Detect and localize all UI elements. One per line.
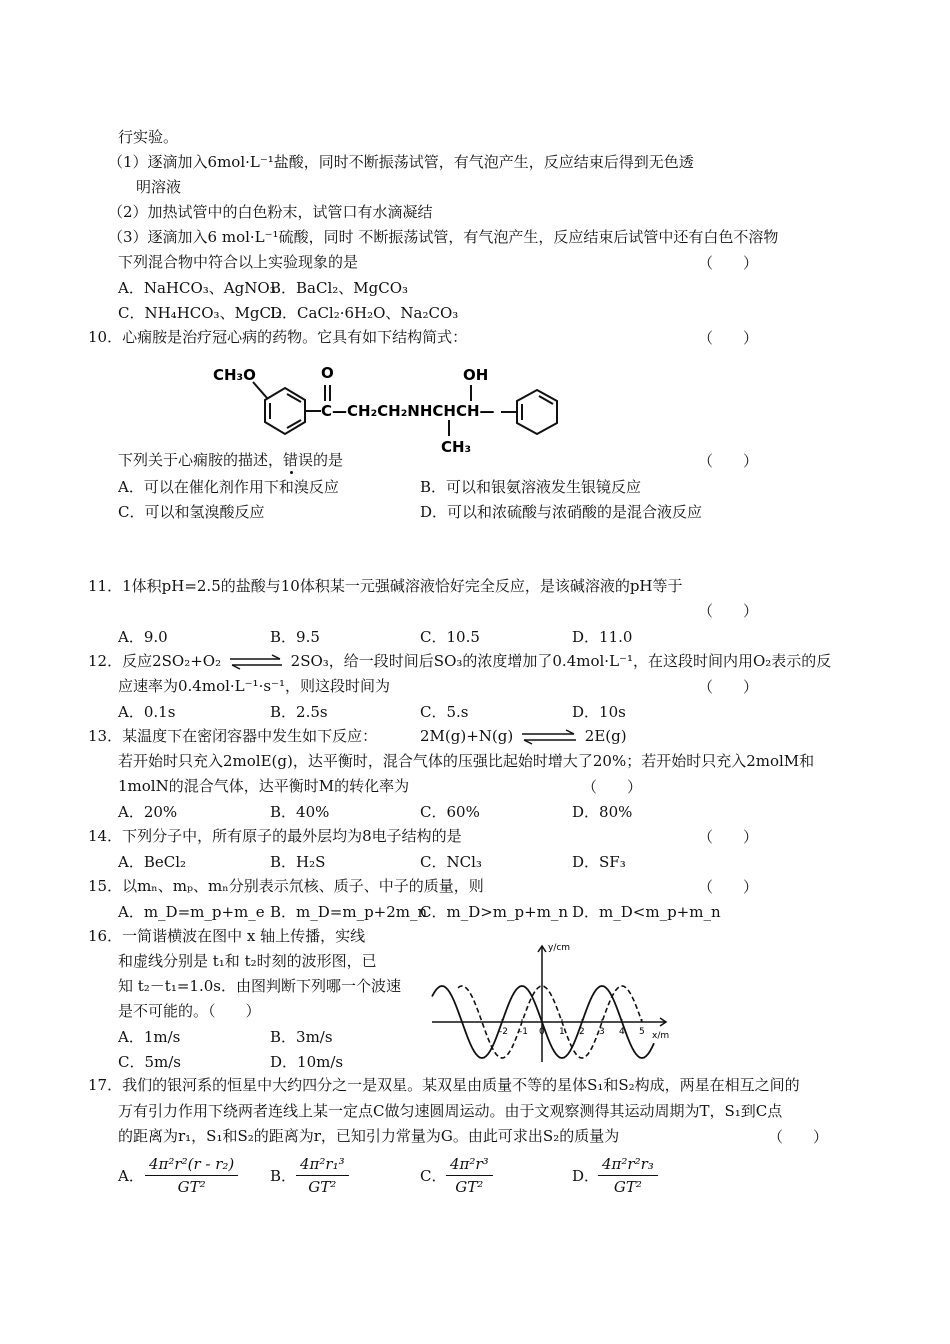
methyl-label: CH₃	[441, 438, 472, 455]
y-axis-label: y/cm	[548, 943, 571, 953]
q14-stem: 14．下列分子中，所有原子的最外层均为8电子结构的是	[88, 827, 462, 845]
q17-option-c-label: C．	[420, 1167, 447, 1185]
q9-continuation: 行实验。	[118, 128, 179, 146]
carbonyl-oxygen-label: O	[321, 364, 334, 382]
q14-option-b: B．H₂S	[270, 853, 326, 871]
q10-question: 下列关于心痫胺的描述，错误的是	[118, 451, 344, 469]
q16-option-d: D．10m/s	[270, 1053, 344, 1071]
q13-option-b: B．40%	[270, 803, 330, 821]
q9-step-2: （2）加热试管中的白色粉末，试管口有水滴凝结	[108, 203, 433, 221]
q9-option-a: A．NaHCO₃、AgNO₃	[118, 279, 276, 297]
q17-option-c-formula: $\frac{\text{4π²r³}}{\text{GT²}}$	[446, 1155, 493, 1196]
q14-option-a: A．BeCl₂	[118, 853, 187, 871]
x-tick-label: -1	[519, 1027, 528, 1037]
q12-option-c: C．5.s	[420, 703, 469, 721]
q16-stem-line4: 是不可能的。（ ）	[118, 1002, 261, 1020]
equilibrium-arrow	[226, 654, 286, 670]
equilibrium-arrow	[518, 729, 580, 745]
q9-answer-paren: （ ）	[698, 254, 759, 272]
x-axis-label: x/m	[652, 1031, 670, 1041]
q15-stem: 15．以mₙ、mₚ、mₙ分别表示氘核、质子、中子的质量，则	[88, 877, 484, 895]
q12-answer-paren: （ ）	[698, 678, 759, 696]
q15-answer-paren: （ ）	[698, 878, 759, 896]
q9-stem: 下列混合物中符合以上实验现象的是	[118, 253, 359, 271]
q10-option-b: B．可以和银氨溶液发生银镜反应	[420, 478, 642, 496]
q13-stem-line2: 若开始时只充入2molE(g)，达平衡时，混合气体的压强比起始时增大了20%；若开始时只充入2molM和	[118, 752, 815, 770]
q10-option-d: D．可以和浓硫酸与浓硝酸的是混合液反应	[420, 503, 703, 521]
q17-stem-line2: 万有引力作用下绕两者连线上某一定点C做匀速圆周运动。由于文观察测得其运动周期为T，S₁到C点	[118, 1102, 783, 1120]
q14-answer-paren: （ ）	[698, 828, 759, 846]
x-tick-label: -2	[499, 1027, 508, 1037]
hydroxyl-label: OH	[463, 366, 489, 384]
x-tick-label: 5	[639, 1027, 645, 1037]
q16-stem-line3: 知 t₂－t₁=1.0s．由图判断下列哪一个波速	[118, 977, 401, 995]
q12-stem: 12．反应2SO₂+O₂ 2SO₃，给一段时间后SO₃的浓度增加了0.4mol·L⁻¹，在这段时间内用O₂表示的反	[88, 652, 832, 670]
q16-option-b: B．3m/s	[270, 1028, 333, 1046]
q13-option-d: D．80%	[572, 803, 633, 821]
q15-option-c: C．m_D>m_p+m_n	[420, 903, 569, 921]
q16-option-c: C．5m/s	[118, 1053, 181, 1071]
x-tick-label: 1	[559, 1027, 565, 1037]
q11-stem: 11．1体积pH=2.5的盐酸与10体积某一元强碱溶液恰好完全反应，是该碱溶液的pH等于	[88, 577, 683, 595]
q14-option-d: D．SF₃	[572, 853, 626, 871]
q11-option-a: A．9.0	[118, 628, 168, 646]
q13-option-c: C．60%	[420, 803, 480, 821]
x-tick-label: 2	[579, 1027, 585, 1037]
q11-option-b: B．9.5	[270, 628, 320, 646]
q15-option-b: B．m_D=m_p+2m_n	[270, 903, 428, 921]
q13-option-a: A．20%	[118, 803, 178, 821]
q9-option-c: C．NH₄HCO₃、MgCl₂	[118, 304, 282, 322]
q11-option-c: C．10.5	[420, 628, 480, 646]
q12-option-b: B．2.5s	[270, 703, 328, 721]
q9-option-d: D．CaCl₂·6H₂O、Na₂CO₃	[270, 304, 459, 322]
q9-step-3: （3）逐滴加入6 mol·L⁻¹硫酸，同时 不断振荡试管，有气泡产生，反应结束后试管中还有白色不溶物	[108, 228, 779, 246]
methoxy-group-label: CH₃O	[213, 366, 256, 384]
x-tick-label: 3	[599, 1027, 605, 1037]
q17-option-a-label: A．	[118, 1167, 144, 1185]
q17-stem-line1: 17．我们的银河系的恒星中大约四分之一是双星。某双星由质量不等的星体S₁和S₂构成，两星在相互之间的	[88, 1076, 800, 1094]
q17-option-b-label: B．	[270, 1167, 297, 1185]
q15-option-d: D．m_D<m_p+m_n	[572, 903, 721, 921]
q11-answer-paren: （ ）	[698, 602, 759, 620]
q16-stem-line2: 和虚线分别是 t₁和 t₂时刻的波形图，已	[118, 952, 377, 970]
q11-option-d: D．11.0	[572, 628, 633, 646]
x-tick-label: 4	[619, 1027, 625, 1037]
x-tick-label: 0	[539, 1027, 545, 1037]
q12-option-d: D．10s	[572, 703, 626, 721]
q17-option-b-formula: $\frac{\text{4π²r₁³}}{\text{GT²}}$	[296, 1155, 349, 1196]
q10-stem: 10．心痫胺是治疗冠心病的药物。它具有如下结构简式：	[88, 328, 468, 346]
q13-answer-paren: （ ）	[582, 778, 643, 796]
q10-question-paren: （ ）	[698, 452, 759, 470]
q17-stem-line3: 的距离为r₁，S₁和S₂的距离为r，已知引力常量为G。由此可求出S₂的质量为	[118, 1127, 620, 1145]
q14-option-c: C．NCl₃	[420, 853, 482, 871]
q17-answer-paren: （ ）	[768, 1128, 829, 1146]
q17-option-d-label: D．	[572, 1167, 600, 1185]
q17-option-a-formula: $\frac{\text{4π²r²(r - r₂)}}{\text{GT²}}$	[145, 1155, 238, 1196]
q17-option-d-formula: $\frac{\text{4π²r²r₃}}{\text{GT²}}$	[598, 1155, 658, 1196]
q16-option-a: A．1m/s	[118, 1028, 181, 1046]
q16-wave-graph	[428, 938, 690, 1066]
q12-stem-line2: 应速率为0.4mol·L⁻¹·s⁻¹，则这段时间为	[118, 677, 390, 695]
q10-option-a: A．可以在催化剂作用下和溴反应	[118, 478, 339, 496]
q10-option-c: C．可以和氢溴酸反应	[118, 503, 265, 521]
q16-stem-line1: 16．一简谐横波在图中 x 轴上传播，实线	[88, 927, 366, 945]
q13-stem: 13．某温度下在密闭容器中发生如下反应：	[88, 727, 378, 745]
q10-structural-formula	[205, 360, 570, 455]
q13-stem-line3: 1molN的混合气体，达平衡时M的转化率为	[118, 777, 410, 795]
q13-equation: 2M(g)+N(g) 2E(g)	[420, 727, 627, 745]
q9-option-b: B．BaCl₂、MgCO₃	[270, 279, 409, 297]
q9-step-1-cont: 明溶液	[136, 178, 182, 196]
q9-step-1: （1）逐滴加入6mol·L⁻¹盐酸，同时不断振荡试管，有气泡产生，反应结束后得到无色透	[108, 153, 694, 171]
q10-answer-paren: （ ）	[698, 329, 759, 347]
q12-option-a: A．0.1s	[118, 703, 176, 721]
q15-option-a: A．m_D=m_p+m_e	[118, 903, 265, 921]
side-chain-label: C—CH₂CH₂NHCHCH—	[321, 402, 495, 420]
